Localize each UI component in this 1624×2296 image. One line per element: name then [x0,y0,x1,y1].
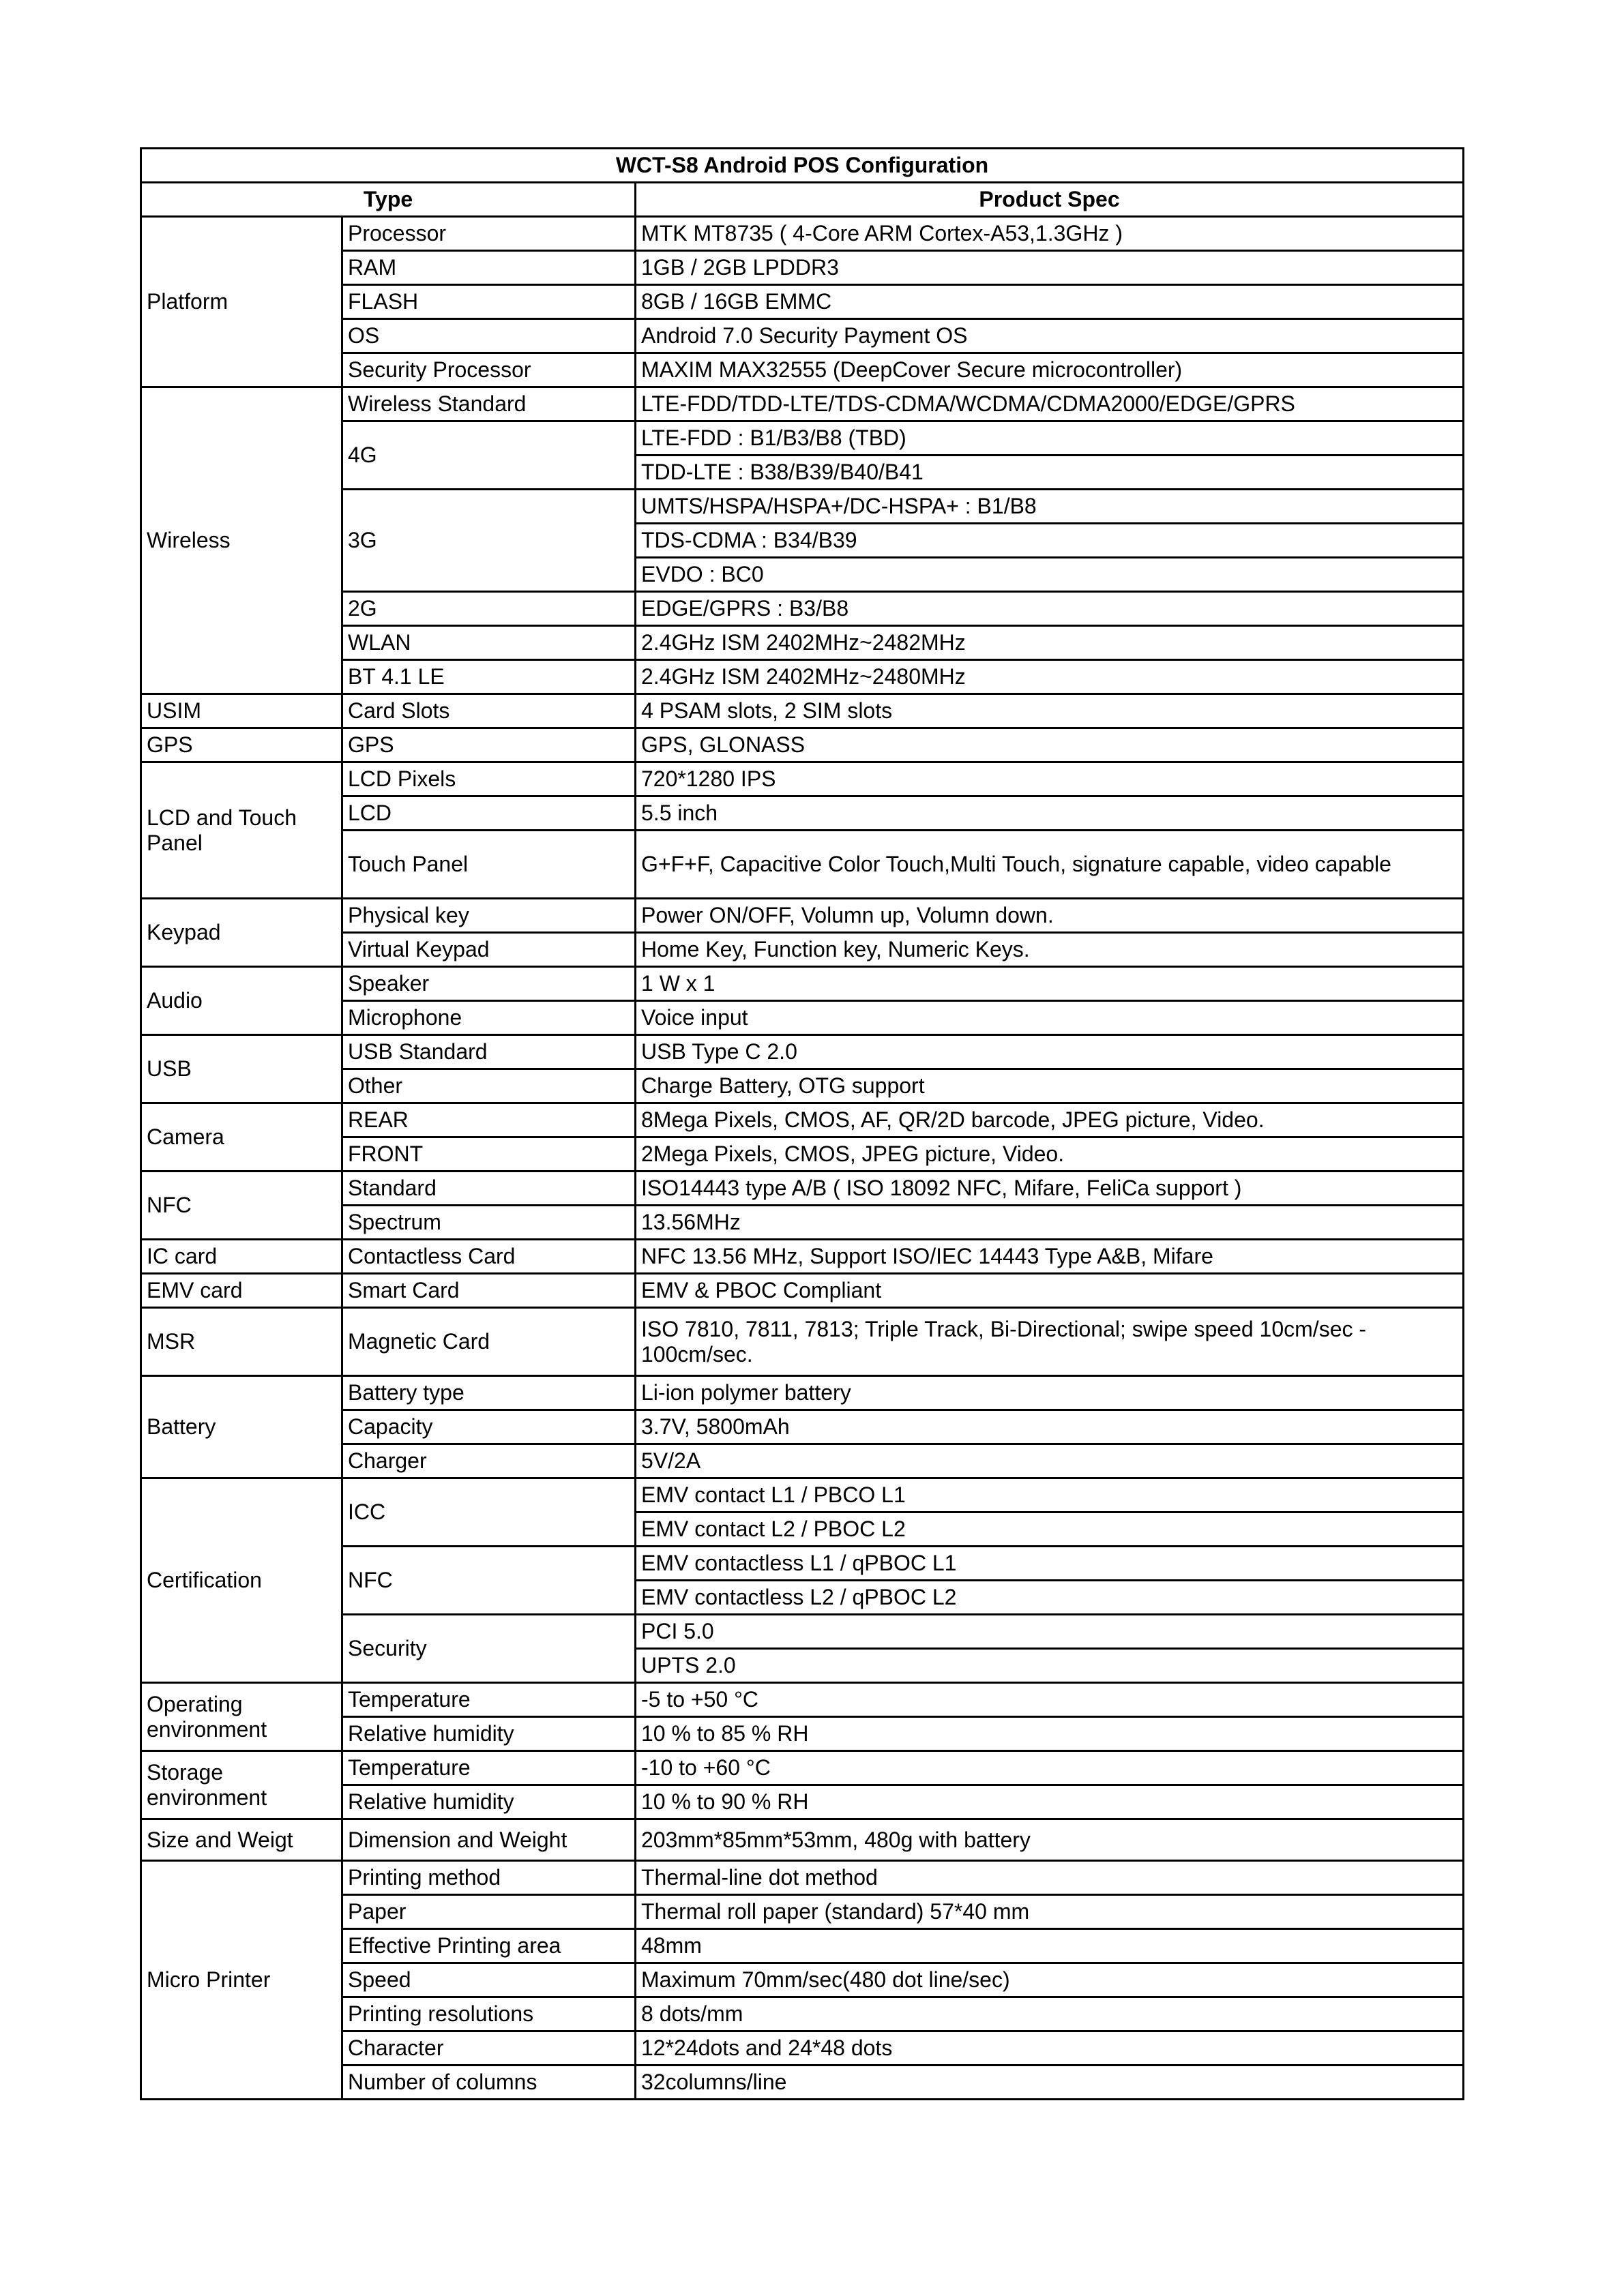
spec-cell: 13.56MHz [636,1206,1464,1240]
item-cell: Relative humidity [342,1785,636,1819]
category-cell: Storage environment [141,1751,342,1819]
spec-cell: Thermal-line dot method [636,1861,1464,1895]
item-cell: Standard [342,1172,636,1206]
item-cell: Other [342,1069,636,1103]
spec-cell: 2.4GHz ISM 2402MHz~2480MHz [636,660,1464,694]
item-cell: Battery type [342,1376,636,1410]
category-cell: USIM [141,694,342,728]
spec-cell: 2.4GHz ISM 2402MHz~2482MHz [636,626,1464,660]
category-cell: Platform [141,217,342,387]
spec-cell: 4 PSAM slots, 2 SIM slots [636,694,1464,728]
spec-cell: 8Mega Pixels, CMOS, AF, QR/2D barcode, JPEG picture, Video. [636,1103,1464,1137]
table-row [141,762,1464,796]
item-cell: Printing method [342,1861,636,1895]
item-cell: BT 4.1 LE [342,660,636,694]
table-row [141,1478,1464,1512]
spec-cell: 203mm*85mm*53mm, 480g with battery [636,1819,1464,1861]
item-cell: Magnetic Card [342,1308,636,1376]
spec-cell: EMV contactless L1 / qPBOC L1 [636,1547,1464,1581]
item-cell: Speaker [342,967,636,1001]
item-cell: 3G [342,490,636,592]
table-row [141,1751,1464,1785]
spec-cell: 10 % to 85 % RH [636,1717,1464,1751]
spec-cell: Charge Battery, OTG support [636,1069,1464,1103]
category-cell: Micro Printer [141,1861,342,2100]
item-cell: Security Processor [342,353,636,387]
category-cell: Keypad [141,899,342,967]
spec-cell: EDGE/GPRS : B3/B8 [636,592,1464,626]
spec-cell: Android 7.0 Security Payment OS [636,319,1464,353]
item-cell: GPS [342,728,636,762]
item-cell: Character [342,2031,636,2066]
table-row [141,217,1464,251]
spec-cell: USB Type C 2.0 [636,1035,1464,1069]
item-cell: Charger [342,1444,636,1478]
item-cell: Temperature [342,1751,636,1785]
spec-cell: 12*24dots and 24*48 dots [636,2031,1464,2066]
item-cell: FRONT [342,1137,636,1172]
spec-cell: -10 to +60 °C [636,1751,1464,1785]
table-row [141,694,1464,728]
spec-cell: GPS, GLONASS [636,728,1464,762]
item-cell: WLAN [342,626,636,660]
item-cell: Microphone [342,1001,636,1035]
spec-cell: EMV contactless L2 / qPBOC L2 [636,1581,1464,1615]
spec-header: Product Spec [636,183,1464,217]
table-row [141,1103,1464,1137]
spec-cell: Thermal roll paper (standard) 57*40 mm [636,1895,1464,1929]
spec-cell: TDD-LTE : B38/B39/B40/B41 [636,456,1464,490]
item-cell: Dimension and Weight [342,1819,636,1861]
spec-cell: 5.5 inch [636,796,1464,831]
item-cell: Paper [342,1895,636,1929]
category-cell: Wireless [141,387,342,694]
spec-cell: EMV contact L2 / PBOC L2 [636,1512,1464,1547]
spec-cell: Voice input [636,1001,1464,1035]
spec-cell: 3.7V, 5800mAh [636,1410,1464,1444]
spec-cell: 8GB / 16GB EMMC [636,285,1464,319]
item-cell: RAM [342,251,636,285]
table-row [141,1683,1464,1717]
item-cell: Touch Panel [342,831,636,899]
spec-cell: G+F+F, Capacitive Color Touch,Multi Touch, signature capable, video capable [636,831,1464,899]
type-header: Type [141,183,636,217]
category-cell: NFC [141,1172,342,1240]
table-row [141,1274,1464,1308]
spec-cell: Maximum 70mm/sec(480 dot line/sec) [636,1963,1464,1997]
item-cell: Processor [342,217,636,251]
table-row [141,1035,1464,1069]
category-cell: LCD and Touch Panel [141,762,342,899]
item-cell: Capacity [342,1410,636,1444]
category-cell: USB [141,1035,342,1103]
spec-cell: ISO14443 type A/B ( ISO 18092 NFC, Mifare, FeliCa support ) [636,1172,1464,1206]
spec-cell: 10 % to 90 % RH [636,1785,1464,1819]
spec-cell: Li-ion polymer battery [636,1376,1464,1410]
item-cell: Effective Printing area [342,1929,636,1963]
category-cell: MSR [141,1308,342,1376]
spec-cell: EVDO : BC0 [636,558,1464,592]
header-row [141,183,1464,217]
item-cell: Temperature [342,1683,636,1717]
table-row [141,1172,1464,1206]
category-cell: Audio [141,967,342,1035]
spec-cell: 720*1280 IPS [636,762,1464,796]
item-cell: Virtual Keypad [342,933,636,967]
table-row [141,1376,1464,1410]
spec-cell: EMV contact L1 / PBCO L1 [636,1478,1464,1512]
category-cell: IC card [141,1240,342,1274]
item-cell: FLASH [342,285,636,319]
category-cell: Operating environment [141,1683,342,1751]
item-cell: Contactless Card [342,1240,636,1274]
spec-cell: 1 W x 1 [636,967,1464,1001]
table-row [141,1861,1464,1895]
table-row [141,387,1464,421]
category-cell: Certification [141,1478,342,1683]
spec-table-body [141,149,1464,2100]
item-cell: Security [342,1615,636,1683]
item-cell: Wireless Standard [342,387,636,421]
spec-table [140,147,1464,2100]
item-cell: LCD Pixels [342,762,636,796]
spec-cell: Power ON/OFF, Volumn up, Volumn down. [636,899,1464,933]
item-cell: Relative humidity [342,1717,636,1751]
spec-cell: 5V/2A [636,1444,1464,1478]
spec-cell: MTK MT8735 ( 4-Core ARM Cortex-A53,1.3GHz ) [636,217,1464,251]
spec-cell: ISO 7810, 7811, 7813; Triple Track, Bi-Directional; swipe speed 10cm/sec - 100cm/sec. [636,1308,1464,1376]
category-cell: EMV card [141,1274,342,1308]
spec-cell: UMTS/HSPA/HSPA+/DC-HSPA+ : B1/B8 [636,490,1464,524]
item-cell: 4G [342,421,636,490]
item-cell: ICC [342,1478,636,1547]
spec-cell: 8 dots/mm [636,1997,1464,2031]
item-cell: Spectrum [342,1206,636,1240]
spec-cell: 2Mega Pixels, CMOS, JPEG picture, Video. [636,1137,1464,1172]
spec-cell: UPTS 2.0 [636,1649,1464,1683]
item-cell: OS [342,319,636,353]
spec-cell: 32columns/line [636,2066,1464,2100]
item-cell: LCD [342,796,636,831]
title-row [141,149,1464,183]
item-cell: USB Standard [342,1035,636,1069]
category-cell: Camera [141,1103,342,1172]
spec-cell: 1GB / 2GB LPDDR3 [636,251,1464,285]
item-cell: Physical key [342,899,636,933]
item-cell: Card Slots [342,694,636,728]
spec-cell: 48mm [636,1929,1464,1963]
item-cell: 2G [342,592,636,626]
spec-cell: LTE-FDD/TDD-LTE/TDS-CDMA/WCDMA/CDMA2000/EDGE/GPRS [636,387,1464,421]
table-row [141,1819,1464,1861]
category-cell: Size and Weigt [141,1819,342,1861]
table-row [141,899,1464,933]
spec-cell: Home Key, Function key, Numeric Keys. [636,933,1464,967]
table-row [141,967,1464,1001]
table-row [141,1308,1464,1376]
spec-cell: TDS-CDMA : B34/B39 [636,524,1464,558]
spec-cell: MAXIM MAX32555 (DeepCover Secure microcontroller) [636,353,1464,387]
spec-cell: LTE-FDD : B1/B3/B8 (TBD) [636,421,1464,456]
category-cell: GPS [141,728,342,762]
item-cell: Smart Card [342,1274,636,1308]
spec-cell: EMV & PBOC Compliant [636,1274,1464,1308]
spec-cell: PCI 5.0 [636,1615,1464,1649]
table-row [141,1240,1464,1274]
spec-cell: -5 to +50 °C [636,1683,1464,1717]
category-cell: Battery [141,1376,342,1478]
item-cell: Printing resolutions [342,1997,636,2031]
spec-cell: NFC 13.56 MHz, Support ISO/IEC 14443 Type A&B, Mifare [636,1240,1464,1274]
item-cell: Number of columns [342,2066,636,2100]
item-cell: NFC [342,1547,636,1615]
table-title: WCT-S8 Android POS Configuration [141,149,1464,183]
table-row [141,728,1464,762]
item-cell: Speed [342,1963,636,1997]
item-cell: REAR [342,1103,636,1137]
